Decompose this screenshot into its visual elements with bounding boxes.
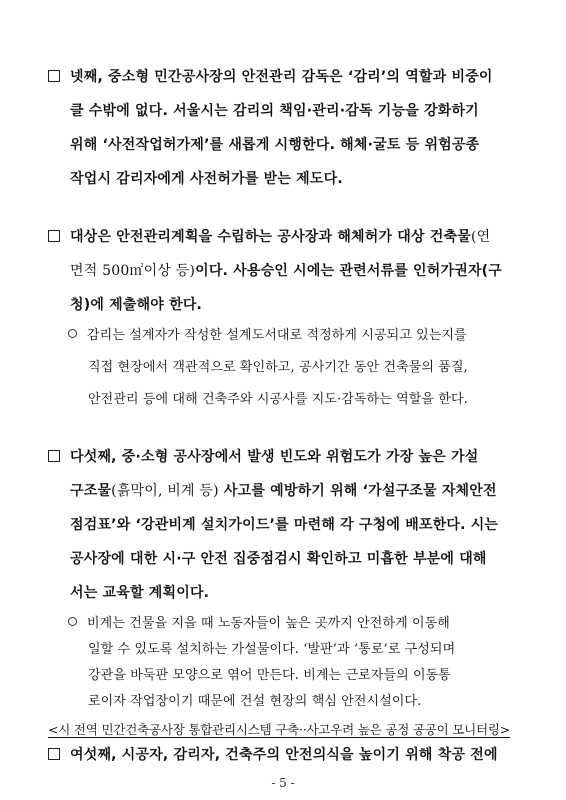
page-number: - 5 - xyxy=(271,776,295,790)
square-bullet-icon xyxy=(48,450,60,462)
paragraph-line: 서는 교육할 계획이다. xyxy=(70,585,210,601)
sub-bullet-line: 안전관리 등에 대해 건축주와 시공사를 지도·감독하는 역할을 한다. xyxy=(88,392,468,407)
paragraph-line: 다섯째, 중·소형 공사장에서 발생 빈도와 위험도가 가장 높은 가설 xyxy=(48,446,478,466)
sub-bullet-line: 비계는 건물을 지을 때 노동자들이 높은 곳까지 안전하게 이동해 xyxy=(68,612,450,631)
sub-bullet-line: 감리는 설계자가 작성한 설계도서대로 적정하게 시공되고 있는지를 xyxy=(68,324,467,343)
paragraph-line: 청)에 제출해야 한다. xyxy=(70,297,203,313)
paragraph-line: 여섯째, 시공자, 감리자, 건축주의 안전의식을 높이기 위해 착공 전에 xyxy=(48,744,498,764)
paragraph-line: 면적 500㎡이상 등)이다. 사용승인 시에는 관련서류를 인허가권자(구 xyxy=(70,263,503,279)
square-bullet-icon xyxy=(48,70,60,82)
paragraph-line: 위해 ‘사전작업허가제’를 새롭게 시행한다. 해체·굴토 등 위험공종 xyxy=(70,137,480,153)
circle-bullet-icon xyxy=(68,329,77,338)
paragraph-line: 작업시 감리자에게 사전허가를 받는 제도다. xyxy=(70,171,343,187)
section-heading: <시 전역 민간건축공사장 통합관리시스템 구축··사고우려 높은 공정 공공이 모니터링> xyxy=(48,722,511,737)
paragraph-line: 클 수밖에 없다. 서울시는 감리의 책임·관리·감독 기능을 강화하기 xyxy=(70,103,479,119)
paragraph-line: 대상은 안전관리계획을 수립하는 공사장과 해체허가 대상 건축물(연 xyxy=(48,226,490,246)
paragraph-line: 점검표’와 ‘강관비계 설치가이드’를 마련해 각 구청에 배포한다. 시는 xyxy=(70,517,499,533)
sub-bullet-line: 직접 현장에서 객관적으로 확인하고, 공사기간 동안 건축물의 품질, xyxy=(88,360,468,375)
sub-bullet-line: 강관을 바둑판 모양으로 엮어 만든다. 비계는 근로자들의 이동통 xyxy=(88,668,451,683)
square-bullet-icon xyxy=(48,230,60,242)
sub-bullet-line: 로이자 작업장이기 때문에 건설 현장의 핵심 안전시설이다. xyxy=(88,694,422,709)
square-bullet-icon xyxy=(48,748,60,760)
sub-bullet-line: 일할 수 있도록 설치하는 가설물이다. ‘발판’과 ‘통로’로 구성되며 xyxy=(88,642,456,657)
paragraph-line: 구조물(흙막이, 비계 등) 사고를 예방하기 위해 ‘가설구조물 자체안전 xyxy=(70,483,497,499)
paragraph-line: 공사장에 대한 시·구 안전 집중점검시 확인하고 미흡한 부분에 대해 xyxy=(70,551,487,567)
circle-bullet-icon xyxy=(68,617,77,626)
paragraph-line: 넷째, 중소형 민간공사장의 안전관리 감독은 ‘감리’의 역할과 비중이 xyxy=(48,66,493,86)
